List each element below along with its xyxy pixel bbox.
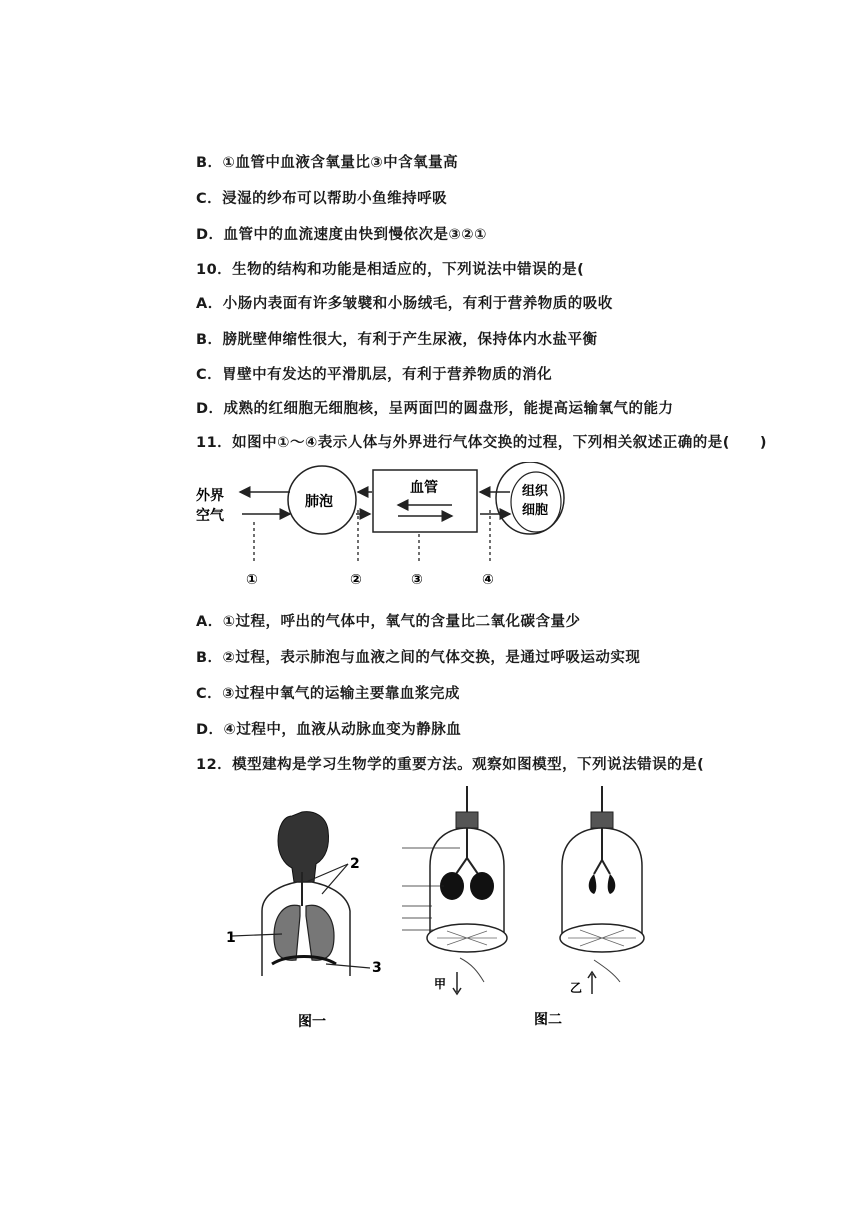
figure-2-bell-jar-jia <box>402 786 507 994</box>
figure-2-bell-jar-yi <box>560 786 644 995</box>
fig1-label-2: 2 <box>350 856 360 872</box>
q10-stem: 10．生物的结构和功能是相适应的，下列说法中错误的是( <box>196 262 585 278</box>
tissue-cell-label-1: 组织 <box>522 484 549 499</box>
marker-3: ③ <box>411 572 423 588</box>
marker-1: ① <box>246 572 258 588</box>
tissue-cell-inner <box>511 472 561 532</box>
q12-stem: 12．模型建构是学习生物学的重要方法。观察如图模型，下列说法错误的是( <box>196 757 705 773</box>
figure-1-human-respiratory-system <box>226 812 382 1030</box>
alveolus-label: 肺泡 <box>305 494 333 510</box>
q10-option-c: C．胃壁中有发达的平滑肌层，有利于营养物质的消化 <box>196 367 553 383</box>
gas-exchange-diagram <box>190 462 580 590</box>
marker-4: ④ <box>482 572 494 588</box>
fig2-caption: 图二 <box>534 1012 562 1028</box>
fig1-label-3: 3 <box>372 960 382 976</box>
fig2-label-yi: 乙 <box>570 981 583 995</box>
blood-vessel-label: 血管 <box>410 480 438 496</box>
tissue-cell-label-2: 细胞 <box>522 503 549 518</box>
q10-option-b: B．膀胱壁伸缩性很大，有利于产生尿液，保持体内水盐平衡 <box>196 332 598 348</box>
q11-option-c: C．③过程中氧气的运输主要靠血浆完成 <box>196 686 460 702</box>
outside-air-label-1: 外界 <box>196 488 224 504</box>
outside-air-label-2: 空气 <box>196 508 224 524</box>
q9-option-b: B．①血管中血液含氧量比③中含氧量高 <box>196 155 459 171</box>
q11-option-b: B．②过程，表示肺泡与血液之间的气体交换，是通过呼吸运动实现 <box>196 650 641 666</box>
fig2-label-jia: 甲 <box>434 977 447 991</box>
q11-option-a: A．①过程，呼出的气体中，氧气的含量比二氧化碳含量少 <box>196 614 581 630</box>
q9-option-c: C．浸湿的纱布可以帮助小鱼维持呼吸 <box>196 191 448 207</box>
marker-2: ② <box>350 572 362 588</box>
fig1-caption: 图一 <box>298 1014 326 1030</box>
q10-option-a: A．小肠内表面有许多皱襞和小肠绒毛，有利于营养物质的吸收 <box>196 296 613 312</box>
q9-option-d: D．血管中的血流速度由快到慢依次是③②① <box>196 227 487 243</box>
q11-stem: 11．如图中①～④表示人体与外界进行气体交换的过程，下列相关叙述正确的是( ) <box>196 435 767 451</box>
fig1-label-1: 1 <box>226 930 236 946</box>
q11-option-d: D．④过程中，血液从动脉血变为静脉血 <box>196 722 462 738</box>
q10-option-d: D．成熟的红细胞无细胞核，呈两面凹的圆盘形，能提高运输氧气的能力 <box>196 401 674 417</box>
respiratory-model-figures <box>222 786 667 1036</box>
